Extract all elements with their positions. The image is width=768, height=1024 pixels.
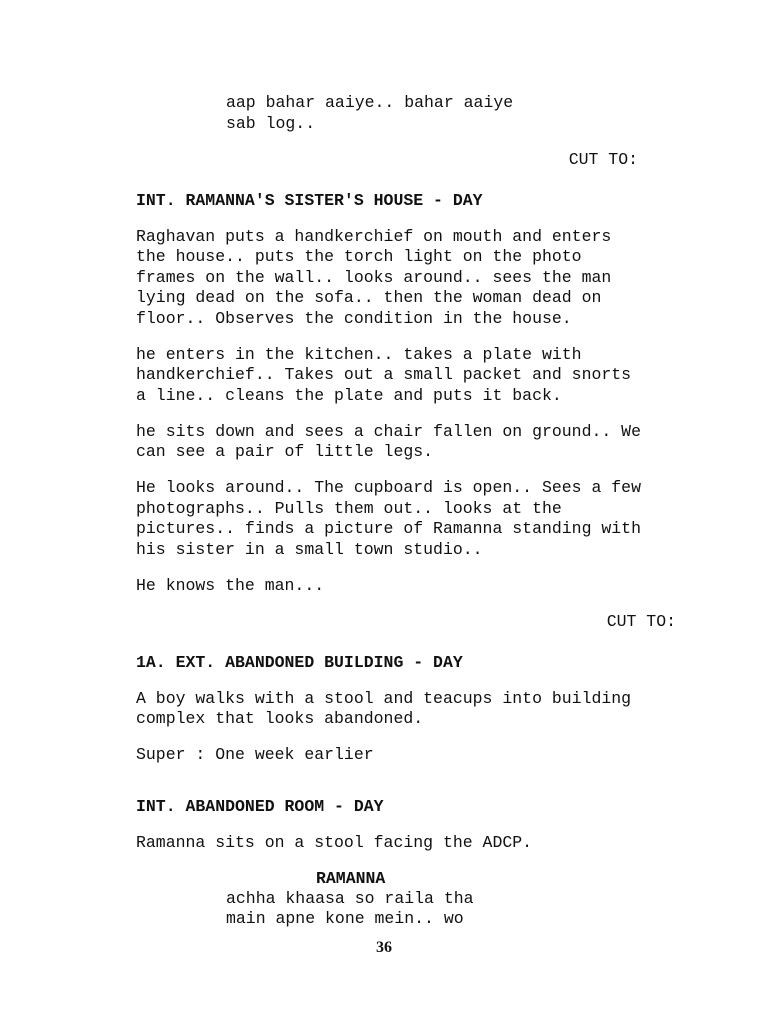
action-line: can see a pair of little legs. — [136, 442, 434, 461]
action-line: the house.. puts the torch light on the photo — [136, 247, 582, 266]
transition: CUT TO: — [606, 612, 676, 631]
scene-heading: INT. ABANDONED ROOM - DAY — [136, 797, 384, 816]
action-line: frames on the wall.. looks around.. sees the man — [136, 268, 612, 287]
action-line: floor.. Observes the condition in the house. — [136, 309, 572, 328]
action-line: handkerchief.. Takes out a small packet and snorts — [136, 365, 632, 384]
dialogue-line: achha khaasa so raila tha — [226, 889, 474, 908]
action-line: pictures.. finds a picture of Ramanna standing with — [136, 519, 641, 538]
character-name: RAMANNA — [316, 869, 386, 888]
dialogue-line: aap bahar aaiye.. bahar aaiye — [226, 93, 514, 112]
super-line: Super : One week earlier — [136, 745, 374, 764]
action-line: Ramanna sits on a stool facing the ADCP. — [136, 833, 533, 852]
action-line: lying dead on the sofa.. then the woman dead on — [136, 288, 602, 307]
action-line: He knows the man... — [136, 576, 325, 595]
dialogue-line: main apne kone mein.. wo — [226, 909, 464, 928]
transition: CUT TO: — [568, 150, 638, 169]
scene-heading: 1A. EXT. ABANDONED BUILDING - DAY — [136, 653, 463, 672]
action-line: his sister in a small town studio.. — [136, 540, 483, 559]
action-line: photographs.. Pulls them out.. looks at the — [136, 499, 562, 518]
action-line: He looks around.. The cupboard is open.. Sees a few — [136, 478, 641, 497]
scene-heading: INT. RAMANNA'S SISTER'S HOUSE - DAY — [136, 191, 483, 210]
action-line: a line.. cleans the plate and puts it back. — [136, 386, 562, 405]
dialogue-line: sab log.. — [226, 114, 316, 133]
action-line: he sits down and sees a chair fallen on ground.. We — [136, 422, 641, 441]
action-line: Raghavan puts a handkerchief on mouth and enters — [136, 227, 612, 246]
action-line: he enters in the kitchen.. takes a plate with — [136, 345, 582, 364]
action-line: A boy walks with a stool and teacups into building — [136, 689, 632, 708]
action-line: complex that looks abandoned. — [136, 709, 424, 728]
page-number: 36 — [376, 939, 392, 956]
